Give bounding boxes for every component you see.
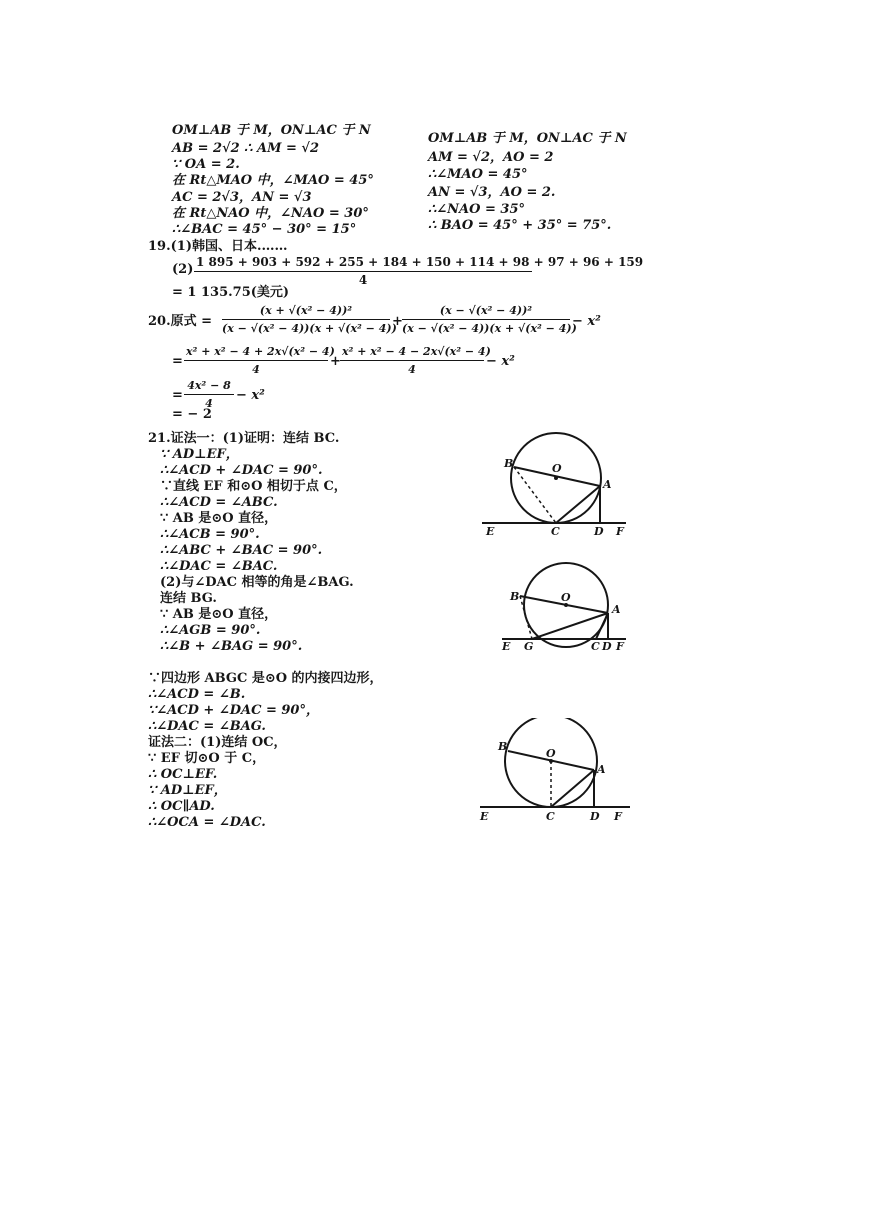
- p20-step2-fraction2: [340, 344, 491, 377]
- p20-step3-denominator: 4: [205, 397, 213, 410]
- fig3-label-b: B: [498, 740, 508, 753]
- figure3-circle-tangent: [474, 718, 634, 830]
- p21b-line-10: ∴∠OCA = ∠DAC.: [148, 815, 266, 830]
- p18-left-line-2: AB = 2√2 ∴ AM = √2: [172, 141, 319, 156]
- p21b-line-2: ∴∠ACD = ∠B.: [148, 687, 246, 702]
- p18-right-line-3: ∴∠MAO = 45°: [428, 167, 528, 182]
- p21b-line-7: ∴ OC⊥EF.: [148, 767, 218, 782]
- p18-right-line-2: AM = √2，AO = 2: [428, 150, 554, 165]
- p21-line-10: (2)与∠DAC 相等的角是∠BAG.: [160, 575, 354, 590]
- p21-line-12: ∵ AB 是⊙O 直径，: [160, 607, 278, 622]
- p18-left-line-6: 在 Rt△NAO 中，∠NAO = 30°: [172, 206, 369, 221]
- p21-line-13: ∴∠AGB = 90°.: [160, 623, 261, 638]
- fig2-label-b: B: [510, 590, 520, 603]
- p19-result: = 1 135.75(美元): [172, 285, 290, 300]
- p20-step2-bar2: [340, 360, 484, 361]
- fig3-label-o: O: [546, 747, 556, 760]
- fig3-label-a: A: [597, 763, 606, 776]
- fig1-label-c: C: [551, 525, 560, 538]
- p21-line-9: ∴∠DAC = ∠BAC.: [160, 559, 278, 574]
- p21b-line-3: ∵∠ACD + ∠DAC = 90°，: [148, 703, 319, 718]
- p20-step3-eq: =: [172, 388, 183, 403]
- p21-line-7: ∴∠ACB = 90°.: [160, 527, 260, 542]
- fig2-label-d: D: [602, 640, 612, 653]
- p20-term2-bar: [402, 319, 570, 320]
- p18-right-line-6: ∴ BAO = 45° + 35° = 75°.: [428, 218, 612, 233]
- p21-line-3: ∴∠ACD + ∠DAC = 90°.: [160, 463, 323, 478]
- p21b-line-8: ∵ AD⊥EF，: [148, 783, 227, 798]
- p20-step2-denominator1: 4: [252, 363, 260, 376]
- p18-right-line-4: AN = √3，AO = 2.: [428, 185, 556, 200]
- fig2-label-g: G: [524, 640, 534, 653]
- p20-step3-minus-x2: − x²: [236, 388, 265, 403]
- p20-step2-denominator2: 4: [408, 363, 416, 376]
- fig3-label-e: E: [480, 810, 489, 823]
- p21-line-1: 21.证法一：(1)证明：连结 BC.: [148, 431, 340, 446]
- p20-term1-bar: [222, 319, 390, 320]
- p21-line-11: 连结 BG.: [160, 591, 217, 606]
- p20-result: = − 2: [172, 407, 212, 422]
- fig1-label-o: O: [552, 462, 562, 475]
- p20-step3-numerator: 4x² − 8: [187, 379, 231, 392]
- p20-plus: +: [392, 314, 403, 329]
- p20-term2-fraction: [402, 303, 577, 336]
- fig1-center-dot: [554, 476, 558, 480]
- p18-left-line-7: ∴∠BAC = 45° − 30° = 15°: [172, 222, 357, 237]
- p20-step3-bar: [184, 394, 234, 395]
- fig1-label-d: D: [594, 525, 604, 538]
- p21b-line-6: ∵ EF 切⊙O 于 C，: [148, 751, 266, 766]
- p18-right-line-1: OM⊥AB 于 M，ON⊥AC 于 N: [428, 131, 627, 146]
- p19-fraction-bar: [194, 271, 532, 272]
- fig3-label-c: C: [546, 810, 555, 823]
- p20-term1-denominator: (x − √(x² − 4))(x + √(x² − 4)): [222, 322, 397, 335]
- p21-line-4: ∵直线 EF 和⊙O 相切于点 C，: [160, 479, 347, 494]
- fig3-label-f: F: [614, 810, 622, 823]
- fig2-label-e: E: [502, 640, 511, 653]
- p19-denominator: 4: [358, 273, 368, 287]
- p19-part2-label: (2): [172, 262, 194, 277]
- p21-line-8: ∴∠ABC + ∠BAC = 90°.: [160, 543, 323, 558]
- p20-step2-eq: =: [172, 354, 183, 369]
- p20-label: 20.原式 =: [148, 314, 213, 329]
- p20-step2-plus: +: [330, 354, 341, 369]
- p21-line-6: ∵ AB 是⊙O 直径，: [160, 511, 278, 526]
- p18-left-line-1: OM⊥AB 于 M，ON⊥AC 于 N: [172, 123, 371, 138]
- p18-left-line-4: 在 Rt△MAO 中，∠MAO = 45°: [172, 173, 374, 188]
- figure1-circle-tangent: [474, 424, 634, 540]
- p21-line-5: ∴∠ACD = ∠ABC.: [160, 495, 278, 510]
- fig1-label-f: F: [616, 525, 624, 538]
- fig1-label-e: E: [486, 525, 495, 538]
- p21b-line-4: ∴∠DAC = ∠BAG.: [148, 719, 266, 734]
- p20-term1-fraction: [222, 303, 397, 336]
- p19-numerator: 1 895 + 903 + 592 + 255 + 184 + 150 + 114 + 98 + 97 + 96 + 159: [196, 255, 644, 269]
- p19-fraction: [194, 255, 644, 288]
- p21b-line-5: 证法二：(1)连结 OC，: [148, 735, 287, 750]
- p21-line-2: ∵ AD⊥EF，: [160, 447, 239, 462]
- p21-line-14: ∴∠B + ∠BAG = 90°.: [160, 639, 303, 654]
- p20-term2-numerator: (x − √(x² − 4))²: [439, 304, 533, 317]
- p20-step2-bar1: [184, 360, 328, 361]
- fig2-label-f: F: [616, 640, 624, 653]
- p20-step2-minus-x2: − x²: [486, 354, 515, 369]
- fig3-label-d: D: [590, 810, 600, 823]
- p18-left-line-5: AC = 2√3，AN = √3: [172, 190, 312, 205]
- p18-left-line-3: ∵ OA = 2.: [172, 157, 240, 172]
- p20-step2-fraction1: [184, 344, 335, 377]
- fig1-label-a: A: [603, 478, 612, 491]
- p20-term2-denominator: (x − √(x² − 4))(x + √(x² − 4)): [402, 322, 577, 335]
- fig2-label-c: C: [591, 640, 600, 653]
- p18-right-line-5: ∴∠NAO = 35°: [428, 202, 525, 217]
- p20-step2-numerator2: x² + x² − 4 − 2x√(x² − 4): [342, 345, 491, 358]
- fig2-label-a: A: [612, 603, 621, 616]
- figure2-circle-tangent: [496, 556, 634, 654]
- p21b-line-9: ∴ OC∥AD.: [148, 799, 215, 814]
- p20-term1-numerator: (x + √(x² − 4))²: [259, 304, 353, 317]
- fig2-label-o: O: [561, 591, 571, 604]
- p20-step2-numerator1: x² + x² − 4 + 2x√(x² − 4): [186, 345, 335, 358]
- fig1-label-b: B: [504, 457, 514, 470]
- p19-part1: 19.(1)韩国、日本.……: [148, 239, 288, 254]
- p20-minus-x2: − x²: [572, 314, 601, 329]
- p21b-line-1: ∵四边形 ABGC 是⊙O 的内接四边形，: [148, 671, 383, 686]
